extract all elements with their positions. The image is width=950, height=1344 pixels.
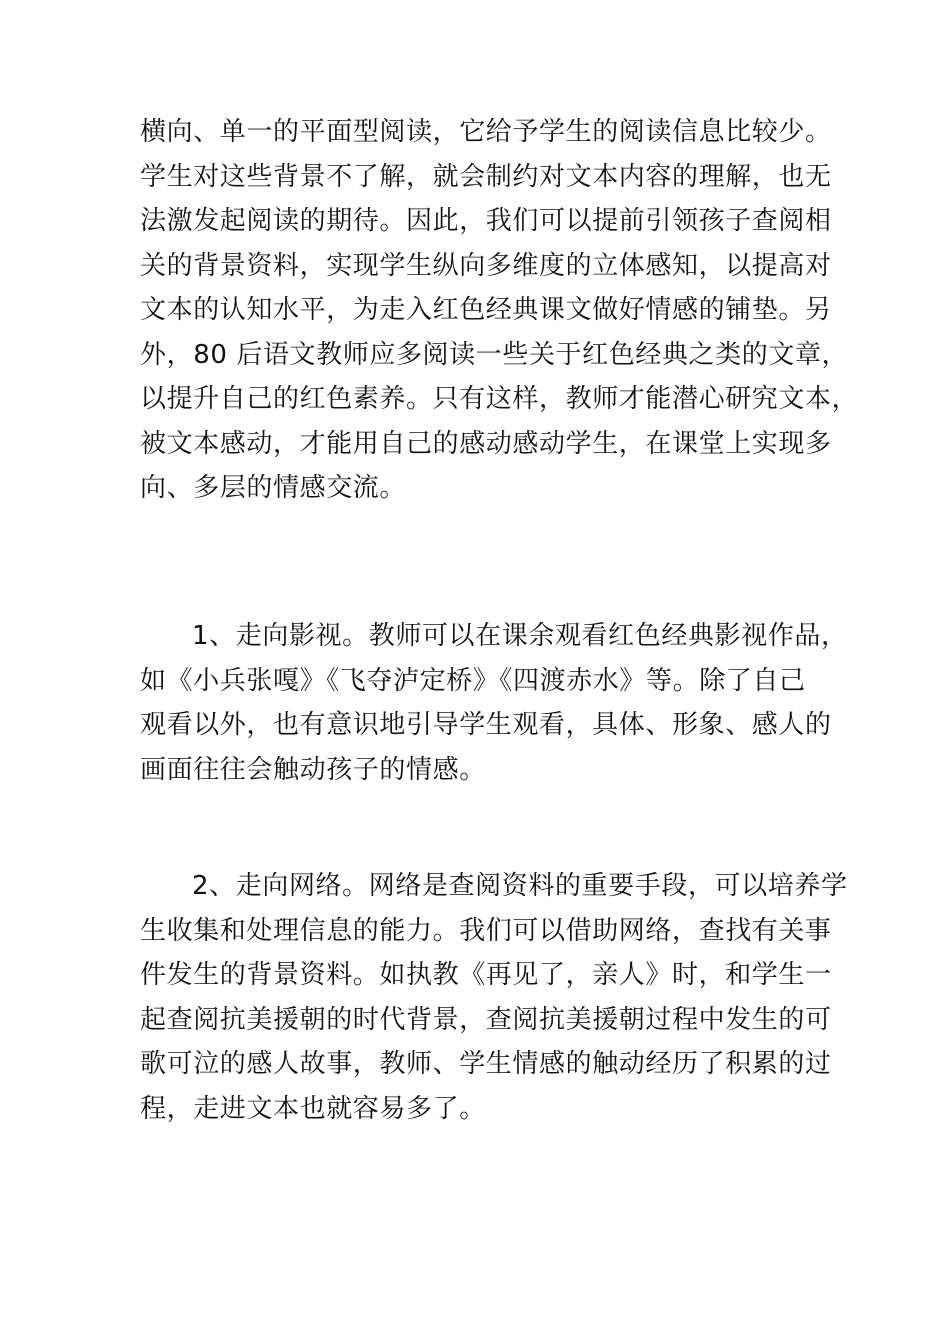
text-line: 2、走向网络。网络是查阅资料的重要手段，可以培养学 — [192, 871, 848, 901]
text-line: 1、走向影视。教师可以在课余观看红色经典影视作品， — [192, 621, 848, 651]
text-line: 歌可泣的感人故事，教师、学生情感的触动经历了积累的过 — [140, 1049, 832, 1079]
text-line: 关的背景资料，实现学生纵向多维度的立体感知，以提高对 — [140, 250, 832, 281]
text-line: 法激发起阅读的期待。因此，我们可以提前引领孩子查阅相 — [140, 206, 832, 236]
text-line: 向、多层的情感交流。 — [140, 473, 407, 503]
text-line: 生收集和处理信息的能力。我们可以借助网络，查找有关事 — [140, 915, 832, 946]
text-line: 被文本感动，才能用自己的感动感动学生，在课堂上实现多 — [140, 428, 832, 459]
text-line: 件发生的背景资料。如执教《再见了，亲人》时，和学生一 — [140, 960, 832, 990]
text-line: 观看以外，也有意识地引导学生观看，具体、形象、感人的 — [140, 710, 832, 740]
text-line: 以提升自己的红色素养。只有这样，教师才能潜心研究文本， — [140, 384, 859, 414]
paragraph-internet — [140, 864, 848, 1131]
text-line: 外，80 后语文教师应多阅读一些关于红色经典之类的文章， — [140, 339, 849, 370]
text-line: 画面往往会触动孩子的情感。 — [140, 754, 486, 785]
text-line: 学生对这些背景不了解，就会制约对文本内容的理解，也无 — [140, 161, 832, 192]
text-line: 如《小兵张嘎》《飞夺泸定桥》《四渡赤水》等。除了自己 — [140, 665, 806, 696]
paragraph-background-reading — [140, 110, 859, 511]
paragraph-film-and-tv — [140, 614, 848, 792]
text-line: 程，走进文本也就容易多了。 — [140, 1093, 486, 1124]
text-line: 文本的认知水平，为走入红色经典课文做好情感的铺垫。另 — [140, 295, 832, 325]
text-line: 起查阅抗美援朝的时代背景，查阅抗美援朝过程中发生的可 — [140, 1004, 832, 1035]
text-line: 横向、单一的平面型阅读，它给予学生的阅读信息比较少。 — [140, 117, 832, 147]
